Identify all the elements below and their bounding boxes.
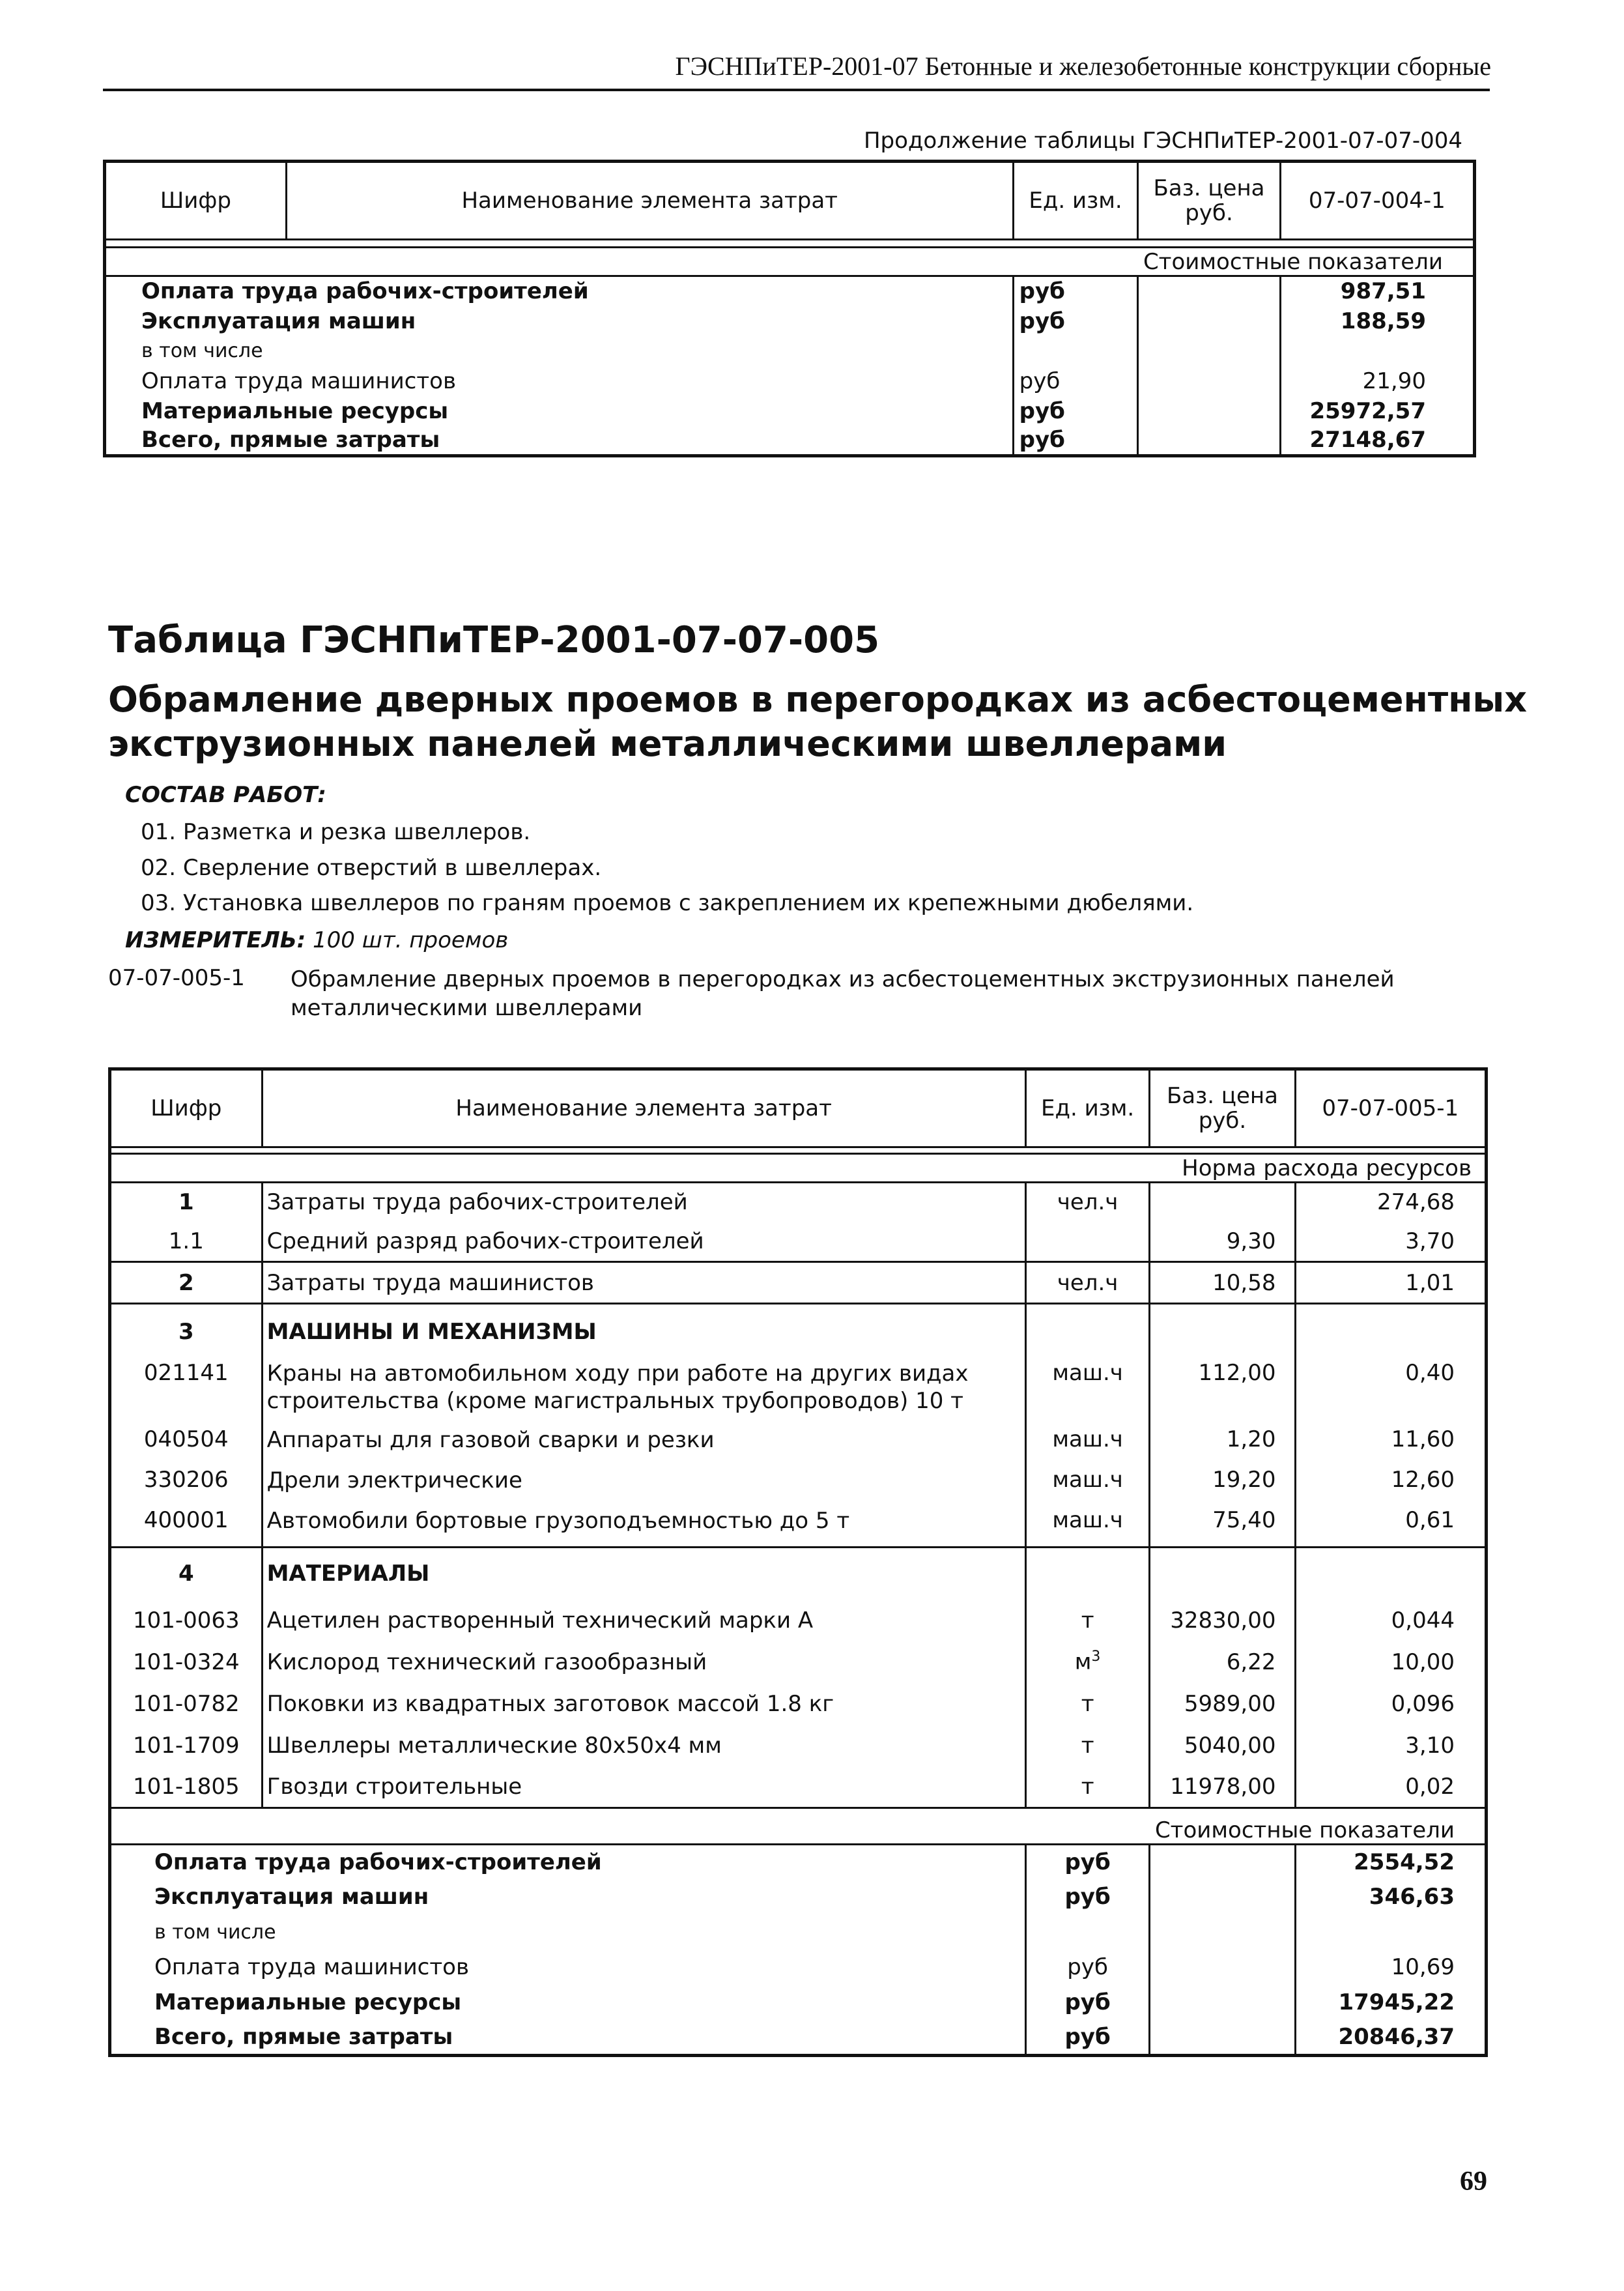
cost-unit: руб <box>1013 396 1138 426</box>
row-value: 0,044 <box>1295 1600 1487 1641</box>
cost-row <box>105 426 1475 456</box>
row-price: 6,22 <box>1150 1641 1295 1683</box>
table-row <box>110 1914 1487 1950</box>
row-code: 021141 <box>143 1359 229 1386</box>
row-unit: чел.ч <box>1025 1183 1150 1222</box>
row-price: 5040,00 <box>1150 1725 1295 1766</box>
cost-unit: руб <box>1013 426 1138 456</box>
cost-row <box>105 276 1475 306</box>
row-name: Ацетилен растворенный технический марки А <box>262 1600 1025 1641</box>
row-price: 9,30 <box>1150 1222 1295 1262</box>
cost-unit: руб <box>1025 2020 1150 2055</box>
row-code: 101-0324 <box>132 1649 240 1675</box>
cost-unit: руб <box>1025 1950 1150 1985</box>
row-price: 11978,00 <box>1150 1766 1295 1808</box>
table-row <box>110 1808 1487 1817</box>
measure-line <box>125 927 508 953</box>
row-name: Затраты труда машинистов <box>262 1262 1025 1304</box>
row-value: 274,68 <box>1295 1183 1487 1222</box>
table-row <box>110 1817 1487 1845</box>
item-name-line-2: металлическими швеллерами <box>291 995 643 1021</box>
table-previous <box>103 160 1476 457</box>
cost-name: в том числе <box>141 339 263 362</box>
table-row <box>110 1467 1487 1507</box>
cost-value: 20846,37 <box>1295 2020 1487 2055</box>
cost-unit: руб <box>1025 1985 1150 2020</box>
table-row <box>110 1600 1487 1641</box>
row-value: 12,60 <box>1295 1467 1487 1507</box>
cost-unit: руб <box>1013 366 1138 396</box>
table-row <box>110 1950 1487 1985</box>
row-price: 10,58 <box>1150 1262 1295 1304</box>
item-name <box>291 965 1395 1022</box>
unit-text: т <box>1081 1690 1094 1717</box>
cost-name: Оплата труда рабочих-строителей <box>105 276 1014 306</box>
row-name <box>262 1426 1025 1467</box>
row-price <box>1150 1183 1295 1222</box>
row-price: 112,00 <box>1150 1360 1295 1426</box>
cost-price <box>1138 276 1280 306</box>
cost-row <box>105 366 1475 396</box>
table-row <box>110 1507 1487 1548</box>
cost-price <box>1150 1879 1295 1914</box>
row-price: 19,20 <box>1150 1467 1295 1507</box>
table-row <box>110 1183 1487 1222</box>
measure-label: ИЗМЕРИТЕЛЬ: <box>125 927 306 953</box>
col-price-header: Баз. цена руб. <box>1150 1069 1295 1147</box>
cost-name: Оплата труда машинистов <box>154 1954 470 1980</box>
cost-price <box>1138 336 1280 366</box>
group-title: МАТЕРИАЛЫ <box>262 1548 1025 1600</box>
unit-text: т <box>1081 1732 1094 1759</box>
subtitle-line-1: Обрамление дверных проемов в перегородках из асбестоцементных <box>108 679 1528 720</box>
cost-name: Всего, прямые затраты <box>141 427 440 454</box>
cost-unit <box>1013 336 1138 366</box>
unit-superscript: 3 <box>1091 1649 1101 1665</box>
row-name-line: строительства (кроме магистральных трубопроводов) 10 т <box>266 1387 963 1414</box>
group-code: 4 <box>110 1548 263 1600</box>
row-value: 11,60 <box>1295 1426 1487 1467</box>
cost-price <box>1150 1844 1295 1879</box>
cost-value: 21,90 <box>1280 366 1474 396</box>
cost-price <box>1138 426 1280 456</box>
cost-name: Оплата труда рабочих-строителей <box>110 1844 1026 1879</box>
item-name-line-1: Обрамление дверных проемов в перегородках из асбестоцементных экструзионных панелей <box>291 966 1395 992</box>
cost-row <box>105 396 1475 426</box>
col-unit-header: Ед. изм. <box>1013 162 1138 240</box>
row-name: Поковки из квадратных заготовок массой 1.8 кг <box>262 1683 1025 1725</box>
row-code: 101-1805 <box>132 1773 240 1800</box>
unit-text: т <box>1081 1607 1094 1634</box>
cost-value: 25972,57 <box>1280 396 1474 426</box>
row-value: 3,70 <box>1295 1222 1487 1262</box>
cost-unit: руб <box>1025 1879 1150 1914</box>
cost-price <box>1138 366 1280 396</box>
cost-value: 17945,22 <box>1295 1985 1487 2020</box>
norm-section-row <box>110 1154 1487 1183</box>
row-unit: маш.ч <box>1025 1467 1150 1507</box>
cost-value: 346,63 <box>1295 1879 1487 1914</box>
cost-price <box>1150 1985 1295 2020</box>
cost-name: Эксплуатация машин <box>141 308 416 334</box>
cost-section-label: Стоимостные показатели <box>1154 1817 1455 1843</box>
cost-row <box>105 336 1475 366</box>
table-main <box>108 1067 1488 2057</box>
cost-name: в том числе <box>154 1920 276 1944</box>
cost-unit: руб <box>1013 276 1138 306</box>
item-code: 07-07-005-1 <box>108 965 245 991</box>
cost-name: Материальные ресурсы <box>154 1989 462 2015</box>
row-value: 3,10 <box>1295 1725 1487 1766</box>
row-code: 330206 <box>143 1466 229 1493</box>
works-label: СОСТАВ РАБОТ: <box>125 782 326 808</box>
table-row <box>110 1262 1487 1304</box>
row-name: Средний разряд рабочих-строителей <box>262 1222 1025 1262</box>
table-row <box>110 1360 1487 1426</box>
row-code: 101-0782 <box>132 1690 240 1717</box>
table-row <box>110 1725 1487 1766</box>
running-header-title: ГЭСНПиТЕР-2001-07 Бетонные и железобетонные конструкции сборные <box>675 51 1491 81</box>
row-name-line: Краны на автомобильном ходу при работе на других видах <box>266 1360 969 1387</box>
row-unit <box>1025 1222 1150 1262</box>
cost-value <box>1295 1914 1487 1950</box>
row-price: 75,40 <box>1150 1507 1295 1548</box>
cost-price <box>1150 1914 1295 1950</box>
row-name: Швеллеры металлические 80х50х4 мм <box>262 1725 1025 1766</box>
row-value: 10,00 <box>1295 1641 1487 1683</box>
work-item: 03. Установка швеллеров по граням проемов с закреплением их крепежными дюбелями. <box>141 890 1194 916</box>
page-number: 69 <box>1460 2167 1487 2197</box>
header-rule <box>103 89 1490 91</box>
cost-value <box>1280 336 1474 366</box>
row-unit <box>1025 1766 1150 1808</box>
row-name: Кислород технический газообразный <box>262 1641 1025 1683</box>
table-row <box>110 1304 1487 1360</box>
row-unit: маш.ч <box>1025 1507 1150 1548</box>
col-item-header: 07-07-004-1 <box>1280 162 1474 240</box>
row-price: 32830,00 <box>1150 1600 1295 1641</box>
row-code: 040504 <box>143 1426 229 1452</box>
row-name: Затраты труда рабочих-строителей <box>262 1183 1025 1222</box>
cost-price <box>1138 306 1280 336</box>
table-row <box>110 1426 1487 1467</box>
table-subtitle <box>108 678 1527 766</box>
table-row <box>110 1641 1487 1683</box>
continuation-caption: Продолжение таблицы ГЭСНПиТЕР-2001-07-07-004 <box>863 128 1462 154</box>
row-unit <box>1025 1725 1150 1766</box>
table-row <box>110 1879 1487 1914</box>
measure-value: 100 шт. проемов <box>313 927 509 953</box>
row-value: 0,40 <box>1295 1360 1487 1426</box>
row-name-line: Аппараты для газовой сварки и резки <box>266 1426 715 1453</box>
cost-price <box>1138 396 1280 426</box>
row-unit: чел.ч <box>1025 1262 1150 1304</box>
row-name: Гвозди строительные <box>262 1766 1025 1808</box>
table-row <box>110 1985 1487 2020</box>
table-header-row <box>105 162 1475 240</box>
cost-name: Всего, прямые затраты <box>154 2023 453 2050</box>
col-name-header: Наименование элемента затрат <box>262 1069 1025 1147</box>
row-name-line: Дрели электрические <box>266 1467 522 1493</box>
cost-name: Материальные ресурсы <box>141 397 449 424</box>
table-row <box>110 1766 1487 1808</box>
table-row <box>110 1548 1487 1600</box>
cost-value: 2554,52 <box>1295 1844 1487 1879</box>
cost-unit: руб <box>1025 1844 1150 1879</box>
row-unit <box>1025 1600 1150 1641</box>
col-code-header: Шифр <box>105 162 287 240</box>
cost-name: Оплата труда машинистов <box>141 367 457 394</box>
cost-value: 27148,67 <box>1280 426 1474 456</box>
col-unit-header: Ед. изм. <box>1025 1069 1150 1147</box>
table-title: Таблица ГЭСНПиТЕР-2001-07-07-005 <box>108 619 880 661</box>
row-price: 5989,00 <box>1150 1683 1295 1725</box>
col-code-header: Шифр <box>110 1069 263 1147</box>
cost-price <box>1150 1950 1295 1985</box>
table-header-row <box>110 1069 1487 1147</box>
row-code: 1.1 <box>168 1228 204 1254</box>
row-unit <box>1025 1683 1150 1725</box>
unit-text: т <box>1081 1773 1094 1800</box>
row-name <box>262 1360 1025 1426</box>
col-item-header: 07-07-005-1 <box>1295 1069 1487 1147</box>
subtitle-line-2: экструзионных панелей металлическими швеллерами <box>108 723 1227 764</box>
col-name-header: Наименование элемента затрат <box>286 162 1013 240</box>
row-value: 0,61 <box>1295 1507 1487 1548</box>
row-name <box>262 1507 1025 1548</box>
cost-unit <box>1025 1914 1150 1950</box>
row-code: 1 <box>110 1183 263 1222</box>
row-unit <box>1025 1641 1150 1683</box>
row-unit: маш.ч <box>1025 1360 1150 1426</box>
cost-value: 987,51 <box>1280 276 1474 306</box>
row-value: 0,02 <box>1295 1766 1487 1808</box>
unit-text: м <box>1074 1649 1092 1675</box>
row-name-line: Автомобили бортовые грузоподъемностью до 5 т <box>266 1507 850 1534</box>
cost-value: 10,69 <box>1295 1950 1487 1985</box>
cost-unit: руб <box>1013 306 1138 336</box>
cost-price <box>1150 2020 1295 2055</box>
row-code: 400001 <box>143 1506 229 1533</box>
row-code: 101-1709 <box>132 1732 240 1759</box>
table-row <box>110 1222 1487 1262</box>
cost-name: Эксплуатация машин <box>154 1884 429 1910</box>
cost-section-label: Стоимостные показатели <box>1138 248 1475 276</box>
table-row <box>110 1683 1487 1725</box>
work-item: 02. Сверление отверстий в швеллерах. <box>141 855 602 881</box>
group-code: 3 <box>110 1304 263 1360</box>
table-row <box>110 1844 1487 1879</box>
row-code: 2 <box>110 1262 263 1304</box>
norm-section-label: Норма расхода ресурсов <box>1150 1154 1487 1183</box>
table-row <box>110 2020 1487 2055</box>
col-price-header: Баз. цена руб. <box>1138 162 1280 240</box>
row-unit: маш.ч <box>1025 1426 1150 1467</box>
row-price: 1,20 <box>1150 1426 1295 1467</box>
section-row <box>105 248 1475 276</box>
row-name <box>262 1467 1025 1507</box>
cost-value: 188,59 <box>1280 306 1474 336</box>
cost-row <box>105 306 1475 336</box>
row-value: 0,096 <box>1295 1683 1487 1725</box>
row-value: 1,01 <box>1295 1262 1487 1304</box>
group-title: МАШИНЫ И МЕХАНИЗМЫ <box>262 1304 1025 1360</box>
work-item: 01. Разметка и резка швеллеров. <box>141 819 531 845</box>
row-code: 101-0063 <box>132 1607 240 1634</box>
